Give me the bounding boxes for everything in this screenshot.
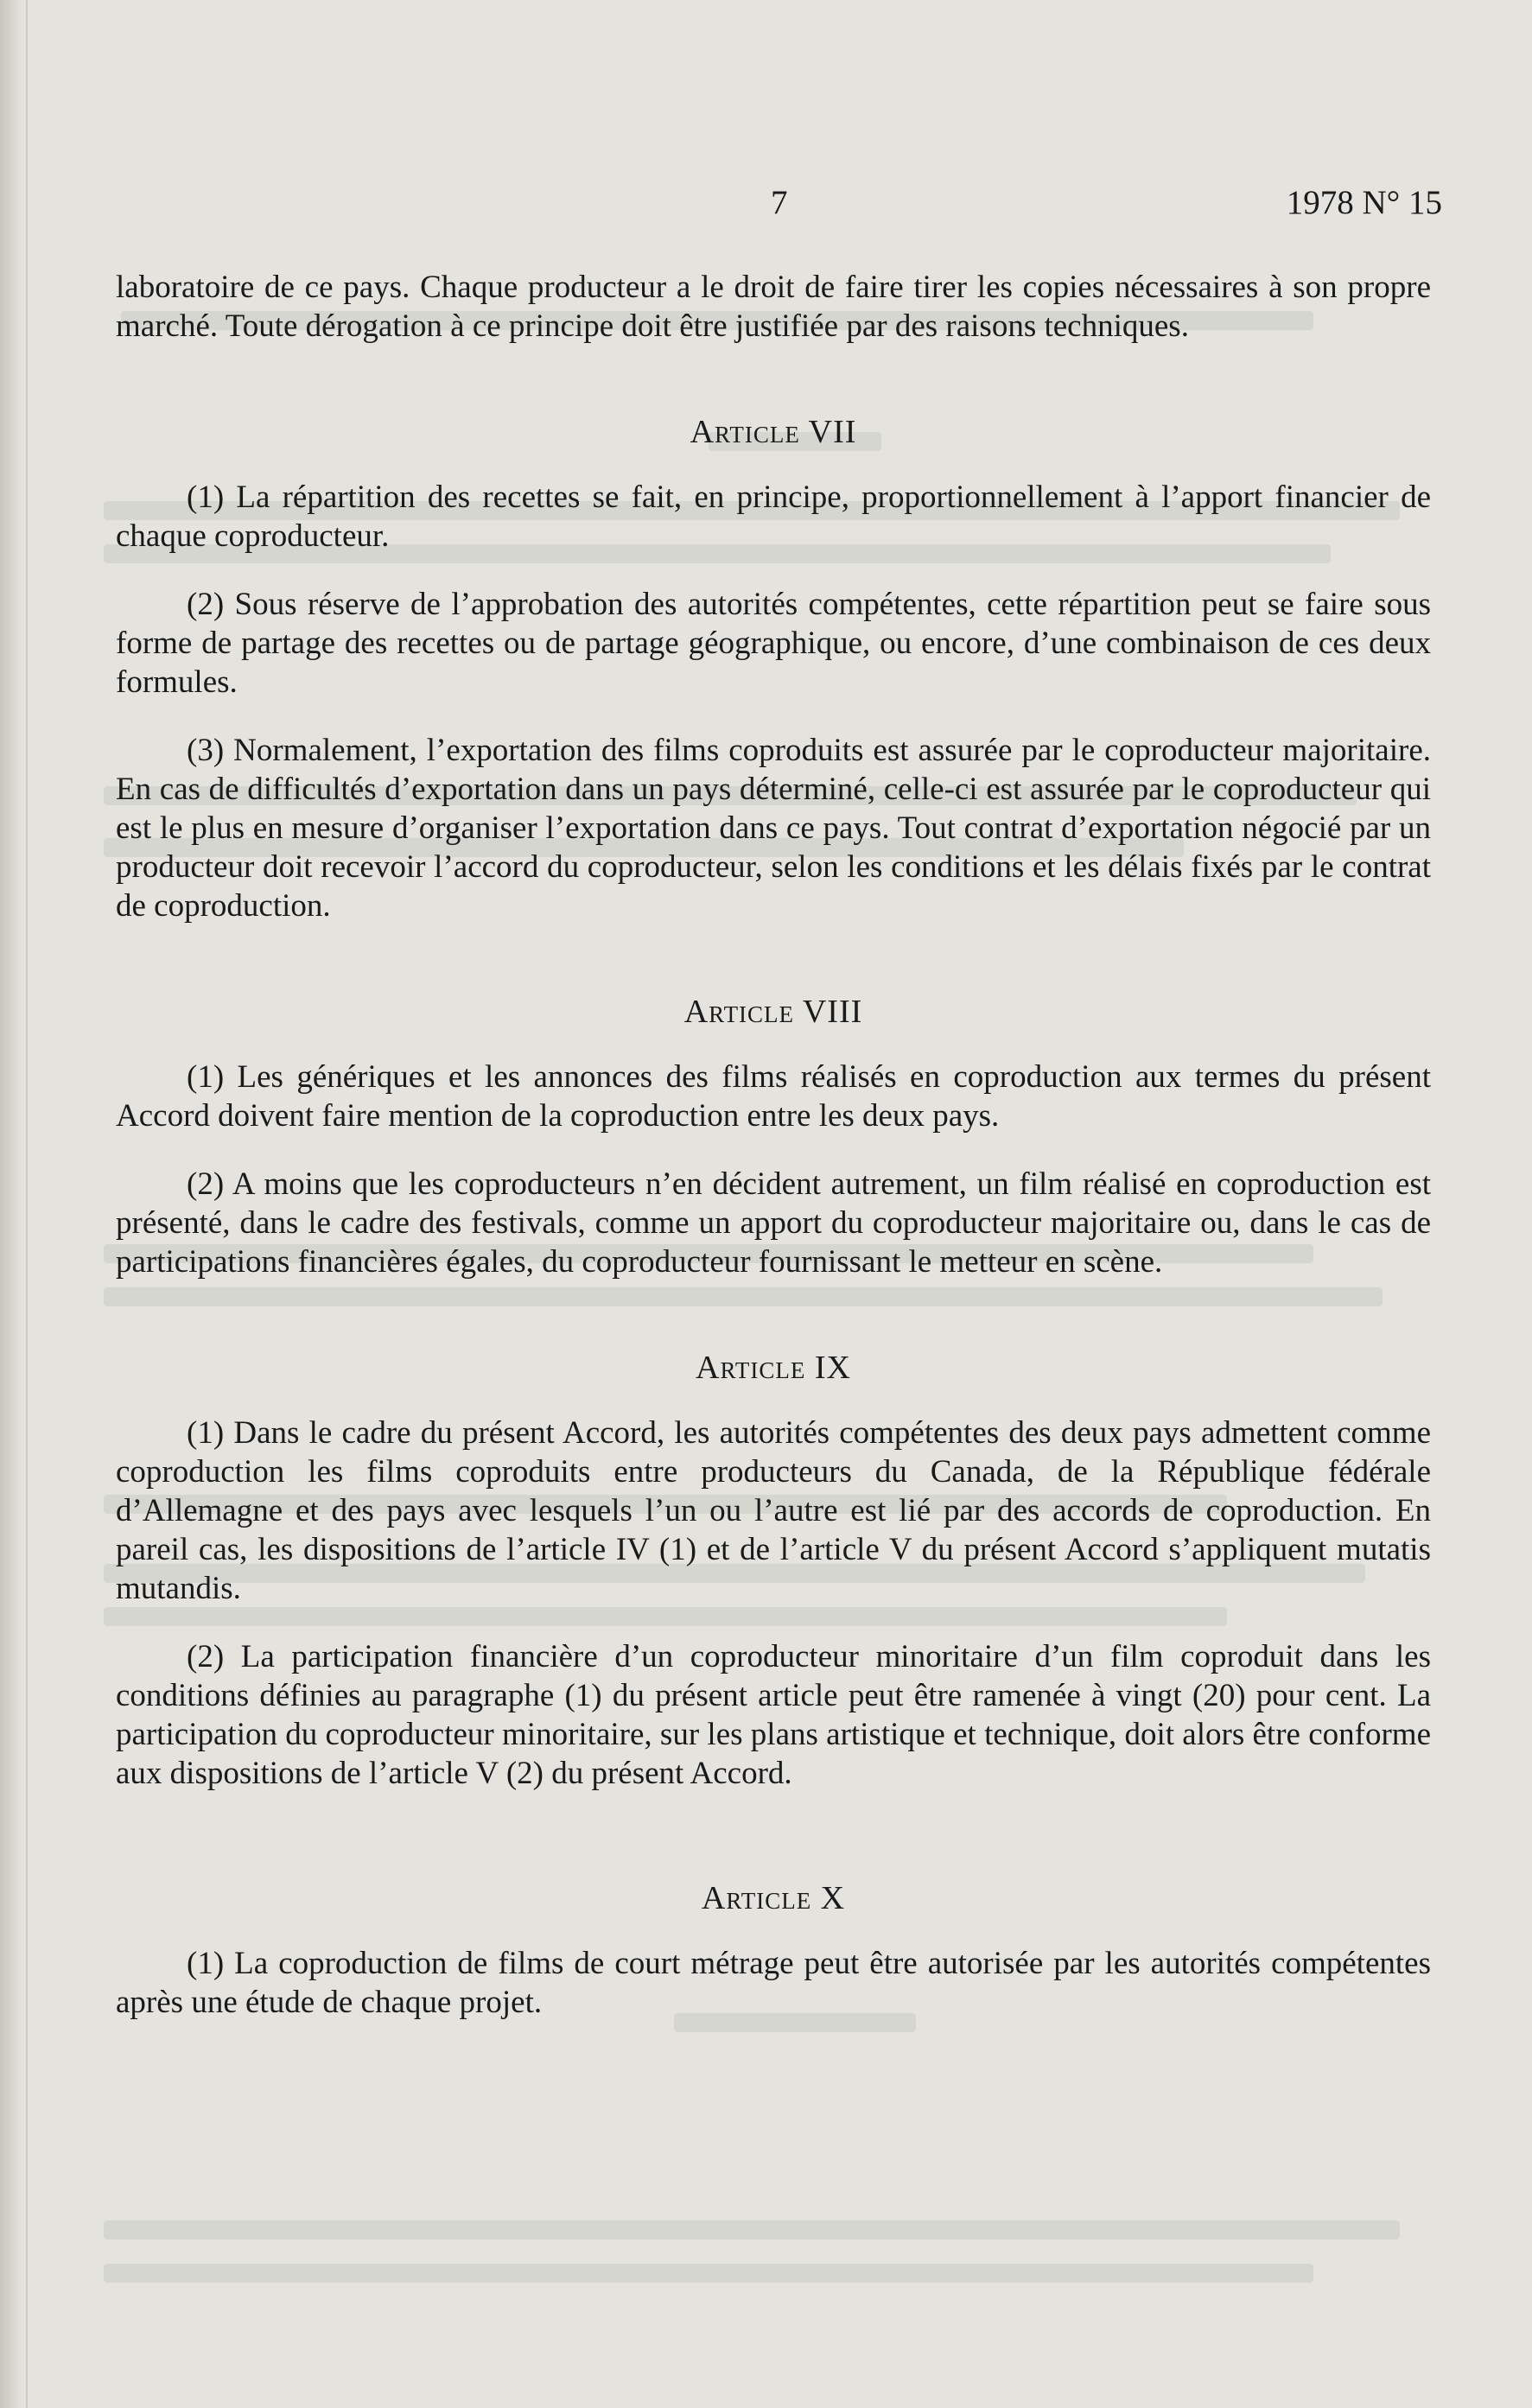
article-heading: Article IX [696,1350,851,1386]
document-reference: 1978 N° 15 [1286,184,1442,221]
article-paragraph: (1) La répartition des recettes se fait, en principe, proportionnellement à l’apport financier de chaque coproducteur. [116,480,1431,554]
binding-edge [26,0,28,2408]
article-paragraph: (2) Sous réserve de l’approbation des autorités compétentes, cette répartition peut se faire sous forme de partage des recettes ou de partage géographique, ou encore, d’une combinaison de ces deux formules. [116,587,1431,700]
article-paragraph: (2) La participation financière d’un coproducteur minoritaire d’un film coproduit dans les conditions définies au paragraphe (1) du présent article peut être ramenée à vingt (20) pour cent. La participation du coproducteur minoritaire, sur les plans artistique et technique, doit alors être conforme aux dispositions de l’article V (2) du présent Accord. [116,1639,1431,1791]
article-heading: Article X [701,1880,846,1916]
page-number: 7 [771,184,788,221]
article-heading: Article VIII [683,994,863,1030]
article-paragraph: (2) A moins que les coproducteurs n’en décident autrement, un film réalisé en coproduction est présenté, dans le cadre des festivals, comme un apport du coproducteur majoritaire ou, dans le cas de participations financières égales, du coproducteur fournissant le metteur en scène. [116,1166,1431,1280]
continued-paragraph: laboratoire de ce pays. Chaque producteur a le droit de faire tirer les copies nécessaires à son propre marché. Toute dérogation à ce principe doit être justifiée par des raisons techniques. [116,270,1431,344]
article-paragraph: (3) Normalement, l’exportation des films coproduits est assurée par le coproducteur majoritaire. En cas de difficultés d’exportation dans un pays déterminé, celle-ci est assurée par le coproducteur qui est le plus en mesure d’organiser l’exportation dans ce pays. Tout contrat d’exportation négocié par un producteur doit recevoir l’accord du coproducteur, selon les conditions et les délais fixés par le contrat de coproduction. [116,733,1431,924]
binding-shadow [0,0,22,2408]
body-text [116,268,1431,2022]
article-paragraph: (1) Les génériques et les annonces des films réalisés en coproduction aux termes du présent Accord doivent faire mention de la coproduction entre les deux pays. [116,1059,1431,1134]
page-header [0,183,1532,235]
article-paragraph: (1) Dans le cadre du présent Accord, les autorités compétentes des deux pays admettent comme coproduction les films coproduits entre producteurs du Canada, de la République fédérale d’Allemagne et des pays avec lesquels l’un ou l’autre est lié par des accords de coproduction. En pareil cas, les dispositions de l’article IV (1) et de l’article V du présent Accord s’appliquent mutatis mutandis. [116,1415,1431,1606]
article-heading: Article VII [690,414,857,450]
article-paragraph: (1) La coproduction de films de court métrage peut être autorisée par les autorités compétentes après une étude de chaque projet. [116,1946,1431,2020]
